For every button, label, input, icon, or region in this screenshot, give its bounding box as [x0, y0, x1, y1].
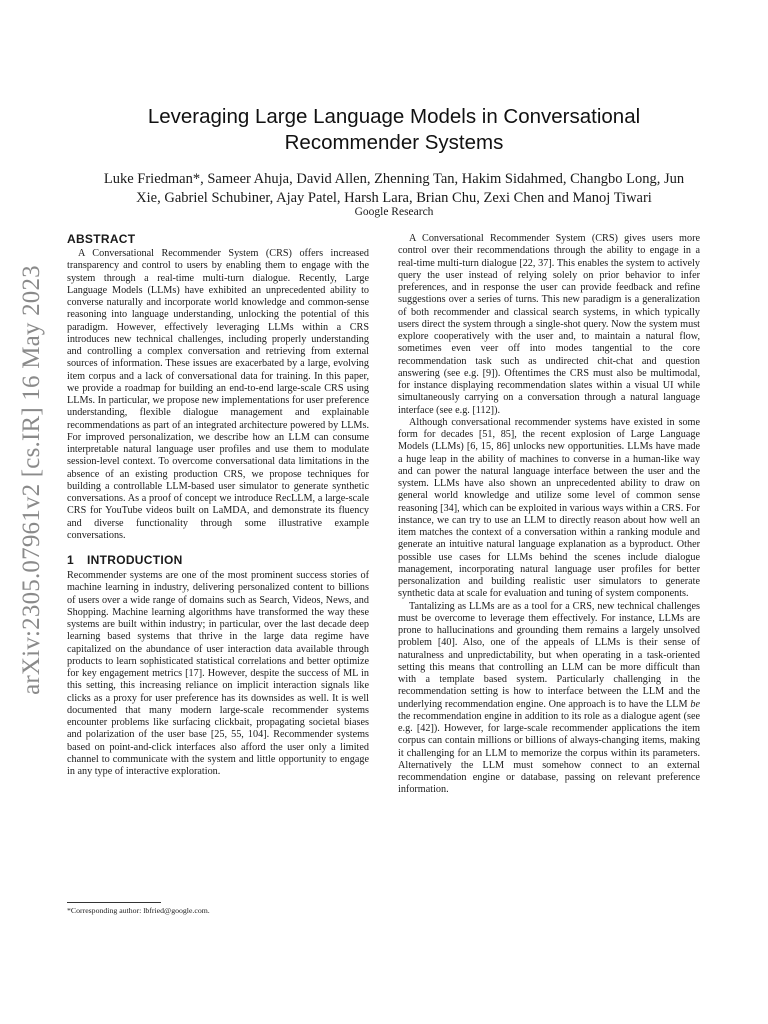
introduction-paragraph-1: Recommender systems are one of the most prominent success stories of machine learning in industry, delivering personalized content to billions of users over a wide range of domains such as Search, Videos, News, and Shopping. Machine learning algorithms have transformed the way these systems are built within industry; in particular, over the last decade deep learning based systems that thrive in the large data regime have capitalized on the abundance of user interaction data available through products to learn sophisticated statistical correlations and better optimize for key engagement metrics [17]. However, despite the success of ML in this setting, this increasing reliance on implicit interaction signals like clicks as a proxy for user preference has its downsides as well. It is well documented that many modern large-scale recommender systems encounter problems like surfacing clickbait, propagating societal biases and polarization of the user base [25, 55, 104]. Recommender systems based on point-and-click interfaces also afford the user only a limited channel to communicate with the system and little opportunity to engage in any type of interactive exploration.	[67, 570, 369, 777]
authors-line-1: Luke Friedman*, Sameer Ahuja, David Allen, Zhenning Tan, Hakim Sidahmed, Changbo Long, Jun	[103, 171, 685, 187]
body-paragraph-1: A Conversational Recommender System (CRS) gives users more control over their recommendations through the ability to engage in a real-time multi-turn dialogue [22, 37]. This enables the system to actively query the user instead of relying solely on prior behavior to infer preferences, and in response the user can provide feedback and refine suggestions over a series of turns. This new paradigm is a generalization of both recommender and classical search systems, in which typically users direct the system through a single-shot query. Now the system must explore cooperatively with the user and, to maintain a natural flow, sometimes even veer off into modes tangential to the core recommendation task such as undirected chit-chat and question answering (see e.g. [9]). Oftentimes the CRS must also be multimodal, for instance displaying recommendation slates within a visual UI while simultaneously carrying on a conversation through a natural language interface (see e.g. [112]).	[398, 233, 700, 416]
emphasis-be: be	[690, 698, 700, 710]
title-line-1: Leveraging Large Language Models in Conversational	[147, 105, 641, 128]
paragraph-3-start: Tantalizing as LLMs are as a tool for a CRS, new technical challenges must be overcome to leverage them effectively. For instance, LLMs are prone to hallucinations and grounding them remains a largely unsolved problem [40]. Also, one of the appeals of LLMs is their sense of naturalness and unpredictability, but when operating in a task-oriented setting this means that controlling an LLM can be more difficult than with a template based system. Particularly challenging in the recommendation setting is how to interface between the LLM and the underlying recommendation engine. One approach is to have the LLM	[398, 600, 700, 710]
affiliation: Google Research	[354, 206, 434, 218]
paper-title	[80, 104, 708, 156]
body-paragraph-3	[398, 601, 700, 797]
body-paragraph-2: Although conversational recommender systems have existed in some form for decades [51, 85], the recent explosion of Large Language Models (LLMs) [6, 15, 86] unlocks new opportunities. LLMs have made a huge leap in the ability of machines to converse in a human-like way and can power the natural language interface between the user and the system. LLMs have also shown an unprecedented ability to draw on general world knowledge and utilize some level of common sense reasoning [34], which can be exploited in various ways within a CRS. For instance, we can try to use an LLM to directly reason about how well an item matches the context of a conversation within a ranking module and generate an intuitive natural language explanation as a byproduct. Other possible use cases for LLMs behind the scenes include dialogue management, incorporating natural language user profiles for better personalization and building realistic user simulators to generate synthetic data at scale for evaluation and tuning of system components.	[398, 416, 700, 600]
footnote-rule	[67, 902, 161, 903]
title-line-2: Recommender Systems	[284, 131, 504, 154]
arxiv-identifier	[2, 250, 62, 710]
authors-line-2: Xie, Gabriel Schubiner, Ajay Patel, Harsh Lara, Brian Chu, Zexi Chen and Manoj Tiwari	[136, 190, 652, 206]
section-number: 1	[67, 553, 74, 567]
paragraph-3-end: the recommendation engine in addition to its role as a dialogue agent (see e.g. [42]). However, for large-scale recommender applications the item corpus can contain millions or billions of always-changing items, making it challenging for an LLM to memorize the corpus within its parameters. Alternatively the LLM must somehow connect to an external recommendation engine or database, passing on relevant preference information.	[398, 710, 700, 796]
right-column	[398, 233, 700, 797]
author-list	[70, 170, 718, 208]
abstract-heading: ABSTRACT	[67, 232, 136, 246]
left-column	[67, 232, 369, 778]
abstract-text: A Conversational Recommender System (CRS) offers increased transparency and control to users by enabling them to engage with the system through a real-time multi-turn dialogue. Recently, Large Language Models (LLMs) have exhibited an unprecedented ability to converse naturally and incorporate world knowledge and common-sense reasoning into language understanding, unlocking the potential of this paradigm. However, effectively leveraging LLMs within a CRS introduces new technical challenges, including properly understanding and controlling a complex conversation and retrieving from external sources of information. These issues are exacerbated by a large, evolving item corpus and a lack of conversational data for training. In this paper, we provide a roadmap for building an end-to-end large-scale CRS using LLMs. In particular, we propose new implementations for user preference understanding, flexible dialogue management and explainable recommendations as part of an integrated architecture powered by LLMs. For improved personalization, we describe how an LLM can consume interpretable natural language user profiles and use them to modulate session-level context. To overcome conversational data limitations in the absence of an existing production CRS, we propose techniques for building a controllable LLM-based user simulator to generate synthetic conversations. As a proof of concept we introduce RecLLM, a large-scale CRS for YouTube videos built on LaMDA, and demonstrate its fluency and diverse functionality through some illustrative example conversations.	[67, 248, 369, 541]
introduction-heading	[67, 553, 369, 567]
section-title: INTRODUCTION	[87, 553, 183, 567]
arxiv-stamp: arXiv:2305.07961v2 [cs.IR] 16 May 2023	[18, 265, 45, 695]
footnote-corresponding-author: *Corresponding author: lbfried@google.com.	[67, 906, 210, 915]
